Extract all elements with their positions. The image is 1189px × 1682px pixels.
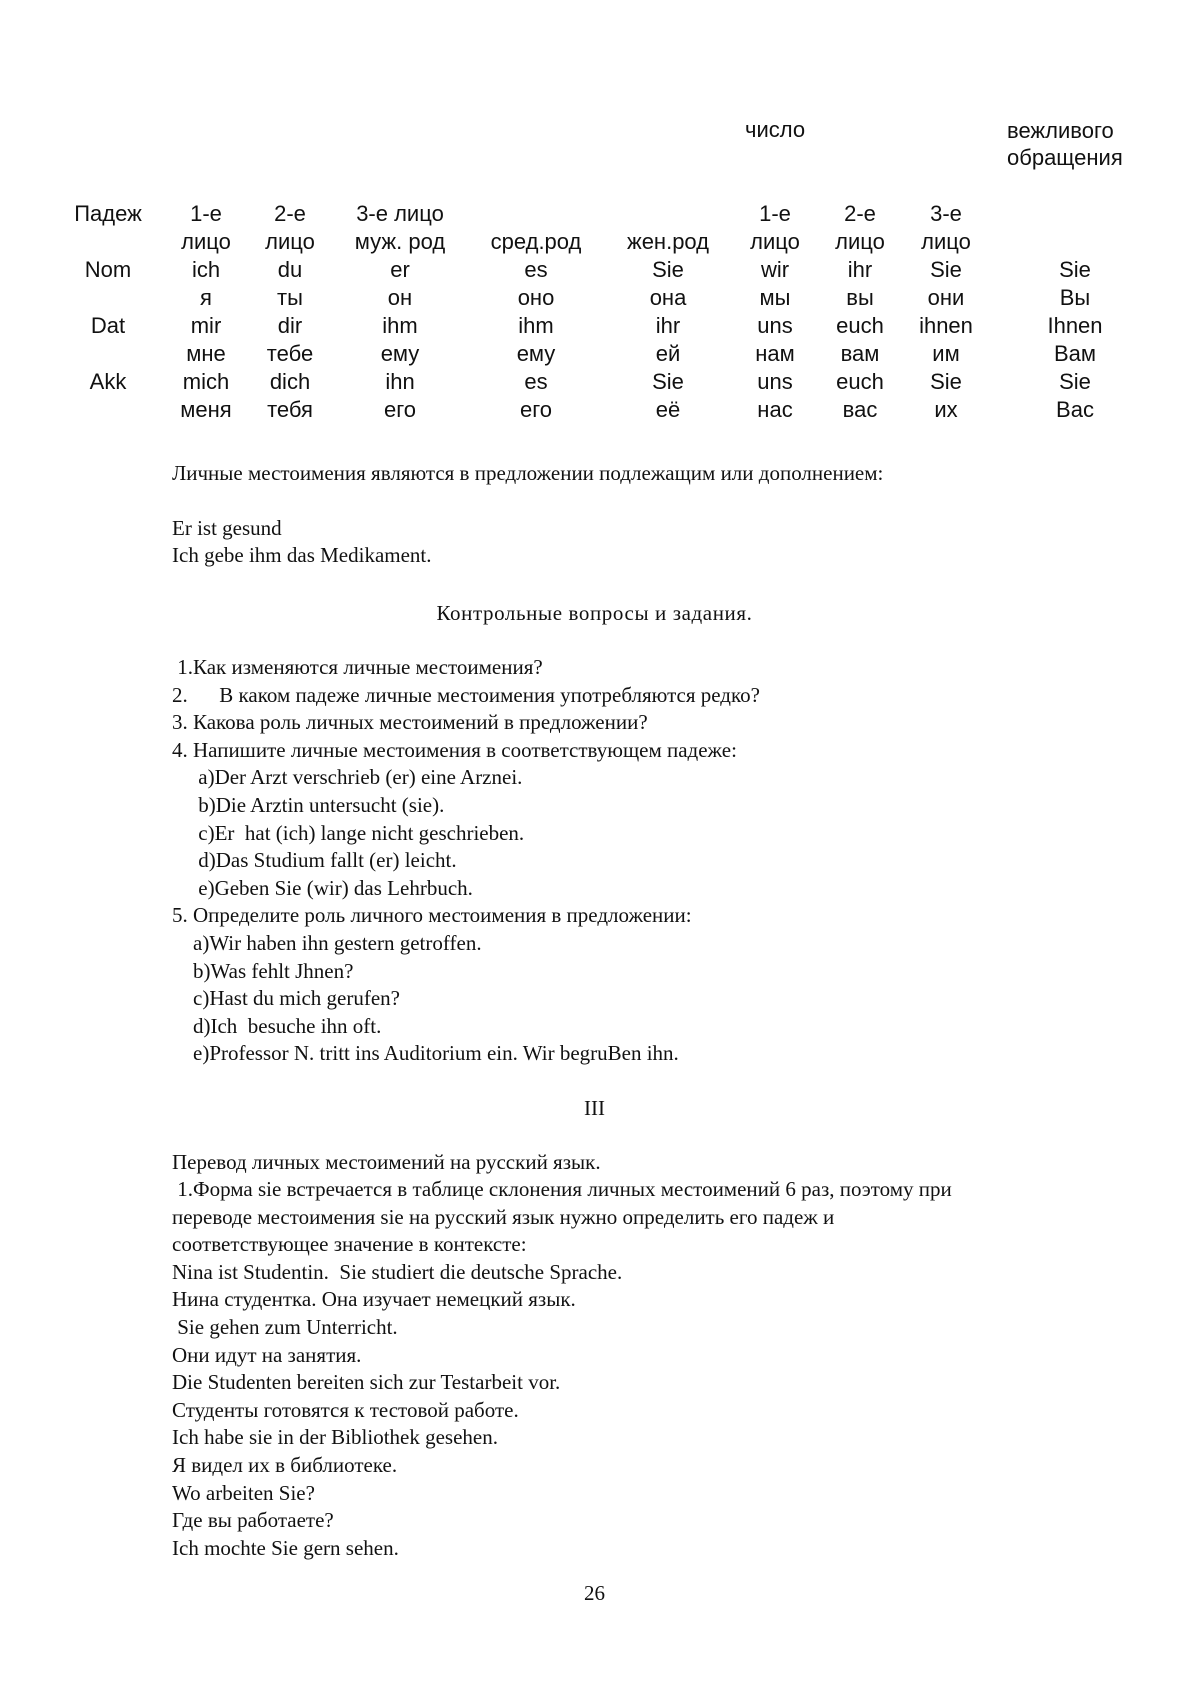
translation-line: Wo arbeiten Sie? bbox=[172, 1480, 315, 1505]
table-cell: жен.род bbox=[626, 229, 710, 254]
table-cell: 1-е bbox=[759, 201, 791, 226]
table-cell: uns bbox=[757, 369, 793, 394]
translation-line: Nina ist Studentin. Sie studiert die deutsche Sprache. bbox=[172, 1259, 623, 1284]
section-number: III bbox=[584, 1096, 605, 1120]
translation-title: Перевод личных местоимений на русский язык. bbox=[172, 1150, 601, 1174]
table-cell: вы bbox=[846, 285, 874, 310]
table-cell: Nom bbox=[84, 257, 132, 282]
translation-body bbox=[172, 1176, 1072, 1562]
table-cell: dir bbox=[277, 313, 303, 338]
table-cell: ему bbox=[516, 341, 556, 366]
table-row bbox=[0, 256, 1189, 284]
table-cell: ihnen bbox=[919, 313, 973, 338]
question-line: 2. В каком падеже личные местоимения употребляются редко? bbox=[172, 682, 760, 707]
table-row bbox=[0, 368, 1189, 396]
table-cell: euch bbox=[836, 313, 884, 338]
table-cell: uns bbox=[757, 313, 793, 338]
table-cell: его bbox=[383, 397, 417, 422]
table-cell: es bbox=[524, 369, 548, 394]
translation-line: Ich habe sie in der Bibliothek gesehen. bbox=[172, 1425, 498, 1450]
translation-line: 1.Форма sie встречается в таблице склонения личных местоимений 6 раз, поэтому при bbox=[172, 1177, 952, 1201]
table-cell: им bbox=[932, 341, 960, 366]
table-cell: Sie bbox=[1059, 369, 1091, 394]
table-cell: муж. род bbox=[354, 229, 446, 254]
question-line: 3. Какова роль личных местоимений в предложении? bbox=[172, 710, 648, 735]
question-line: b)Die Arztin untersucht (sie). bbox=[172, 792, 445, 817]
table-cell: Sie bbox=[1059, 257, 1091, 282]
translation-line: Они идут на занятия. bbox=[172, 1342, 362, 1367]
table-cell: нас bbox=[757, 397, 793, 422]
question-line: c)Er hat (ich) lange nicht geschrieben. bbox=[172, 820, 525, 845]
translation-line: Студенты готовятся к тестовой работе. bbox=[172, 1397, 519, 1422]
translation-line: Ich mochte Sie gern sehen. bbox=[172, 1535, 399, 1560]
translation-line: Die Studenten bereiten sich zur Testarbeit vor. bbox=[172, 1370, 561, 1395]
table-cell: лицо bbox=[265, 229, 315, 254]
table-cell: ей bbox=[655, 341, 681, 366]
table-cell: ich bbox=[191, 257, 221, 282]
table-cell: Вам bbox=[1053, 341, 1097, 366]
table-cell: ihr bbox=[847, 257, 873, 282]
table-cell: вам bbox=[840, 341, 880, 366]
table-cell: Sie bbox=[652, 257, 684, 282]
table-cell: вас bbox=[842, 397, 878, 422]
table-cell: Ihnen bbox=[1047, 313, 1103, 338]
questions-list bbox=[172, 654, 1072, 1068]
translation-line: Sie gehen zum Unterricht. bbox=[172, 1314, 398, 1339]
table-cell: он bbox=[387, 285, 413, 310]
table-cell: er bbox=[390, 257, 410, 282]
table-cell: ihm bbox=[382, 313, 418, 338]
table-cell: dich bbox=[269, 369, 311, 394]
table-row bbox=[0, 312, 1189, 340]
table-cell: du bbox=[277, 257, 303, 282]
question-line: 5. Определите роль личного местоимения в предложении: bbox=[172, 903, 692, 928]
table-cell: 3-е bbox=[930, 201, 962, 226]
translation-line: Нина студентка. Она изучает немецкий язык. bbox=[172, 1287, 576, 1312]
table-row bbox=[0, 396, 1189, 424]
table-cell: я bbox=[200, 285, 212, 310]
table-cell: ему bbox=[380, 341, 420, 366]
table-header-polite: вежливого обращения bbox=[1007, 118, 1123, 170]
translation-line: Где вы работаете? bbox=[172, 1508, 334, 1533]
table-header-row bbox=[0, 200, 1189, 228]
table-cell: 2-е bbox=[274, 201, 306, 226]
table-cell: wir bbox=[760, 257, 790, 282]
table-cell: нам bbox=[755, 341, 795, 366]
table-cell: es bbox=[524, 257, 548, 282]
translation-line: соответствующее значение в контексте: bbox=[172, 1232, 527, 1257]
table-cell: Dat bbox=[90, 313, 126, 338]
question-line: e)Professor N. tritt ins Auditorium ein. Wir begruBen ihn. bbox=[172, 1041, 679, 1066]
table-cell: ihm bbox=[518, 313, 554, 338]
table-cell: ihn bbox=[385, 369, 415, 394]
table-cell: 3-е лицо bbox=[356, 201, 444, 226]
table-row bbox=[0, 284, 1189, 312]
table-cell: mich bbox=[182, 369, 230, 394]
question-line: e)Geben Sie (wir) das Lehrbuch. bbox=[172, 875, 473, 900]
question-line: a)Der Arzt verschrieb (er) eine Arznei. bbox=[172, 765, 523, 790]
table-cell: Sie bbox=[652, 369, 684, 394]
question-line: a)Wir haben ihn gestern getroffen. bbox=[172, 930, 482, 955]
table-cell: Sie bbox=[930, 257, 962, 282]
questions-title: Контрольные вопросы и задания. bbox=[436, 601, 753, 625]
table-cell: мы bbox=[759, 285, 791, 310]
table-cell: лицо bbox=[921, 229, 971, 254]
table-cell: их bbox=[934, 397, 958, 422]
table-cell: они bbox=[927, 285, 965, 310]
table-header-number: число bbox=[745, 117, 806, 142]
question-line: d)Ich besuche ihn oft. bbox=[172, 1013, 382, 1038]
table-cell: тебе bbox=[266, 341, 314, 366]
table-cell: Sie bbox=[930, 369, 962, 394]
table-cell: она bbox=[649, 285, 687, 310]
table-cell: Падеж bbox=[74, 201, 142, 226]
table-cell: 2-е bbox=[844, 201, 876, 226]
translation-line: Я видел их в библиотеке. bbox=[172, 1452, 398, 1477]
table-cell: лицо bbox=[835, 229, 885, 254]
table-cell: оно bbox=[517, 285, 555, 310]
table-cell: Вы bbox=[1059, 285, 1091, 310]
table-row bbox=[0, 340, 1189, 368]
table-cell: её bbox=[655, 397, 681, 422]
question-line: 4. Напишите личные местоимения в соответствующем падеже: bbox=[172, 737, 737, 762]
intro-text: Личные местоимения являются в предложении подлежащим или дополнением: bbox=[172, 461, 884, 485]
table-cell: его bbox=[519, 397, 553, 422]
table-header-row bbox=[0, 228, 1189, 256]
table-cell: ты bbox=[277, 285, 303, 310]
table-cell: меня bbox=[180, 397, 232, 422]
table-cell: лицо bbox=[181, 229, 231, 254]
table-cell: лицо bbox=[750, 229, 800, 254]
table-cell: тебя bbox=[267, 397, 313, 422]
translation-line: переводе местоимения sie на русский язык нужно определить его падеж и bbox=[172, 1204, 835, 1229]
table-cell: сред.род bbox=[490, 229, 582, 254]
table-cell: 1-е bbox=[190, 201, 222, 226]
page-number: 26 bbox=[584, 1581, 605, 1605]
question-line: c)Hast du mich gerufen? bbox=[172, 986, 400, 1011]
table-cell: mir bbox=[190, 313, 222, 338]
table-cell: Akk bbox=[89, 369, 127, 394]
example-line: Ich gebe ihm das Medikament. bbox=[172, 543, 432, 567]
table-cell: Вас bbox=[1056, 397, 1094, 422]
question-line: 1.Как изменяются личные местоимения? bbox=[172, 655, 543, 679]
table-cell: euch bbox=[836, 369, 884, 394]
table-cell: ihr bbox=[655, 313, 681, 338]
table-cell: мне bbox=[186, 341, 226, 366]
question-line: d)Das Studium fallt (er) leicht. bbox=[172, 848, 457, 873]
question-line: b)Was fehlt Jhnen? bbox=[172, 958, 354, 983]
example-line: Er ist gesund bbox=[172, 516, 282, 540]
